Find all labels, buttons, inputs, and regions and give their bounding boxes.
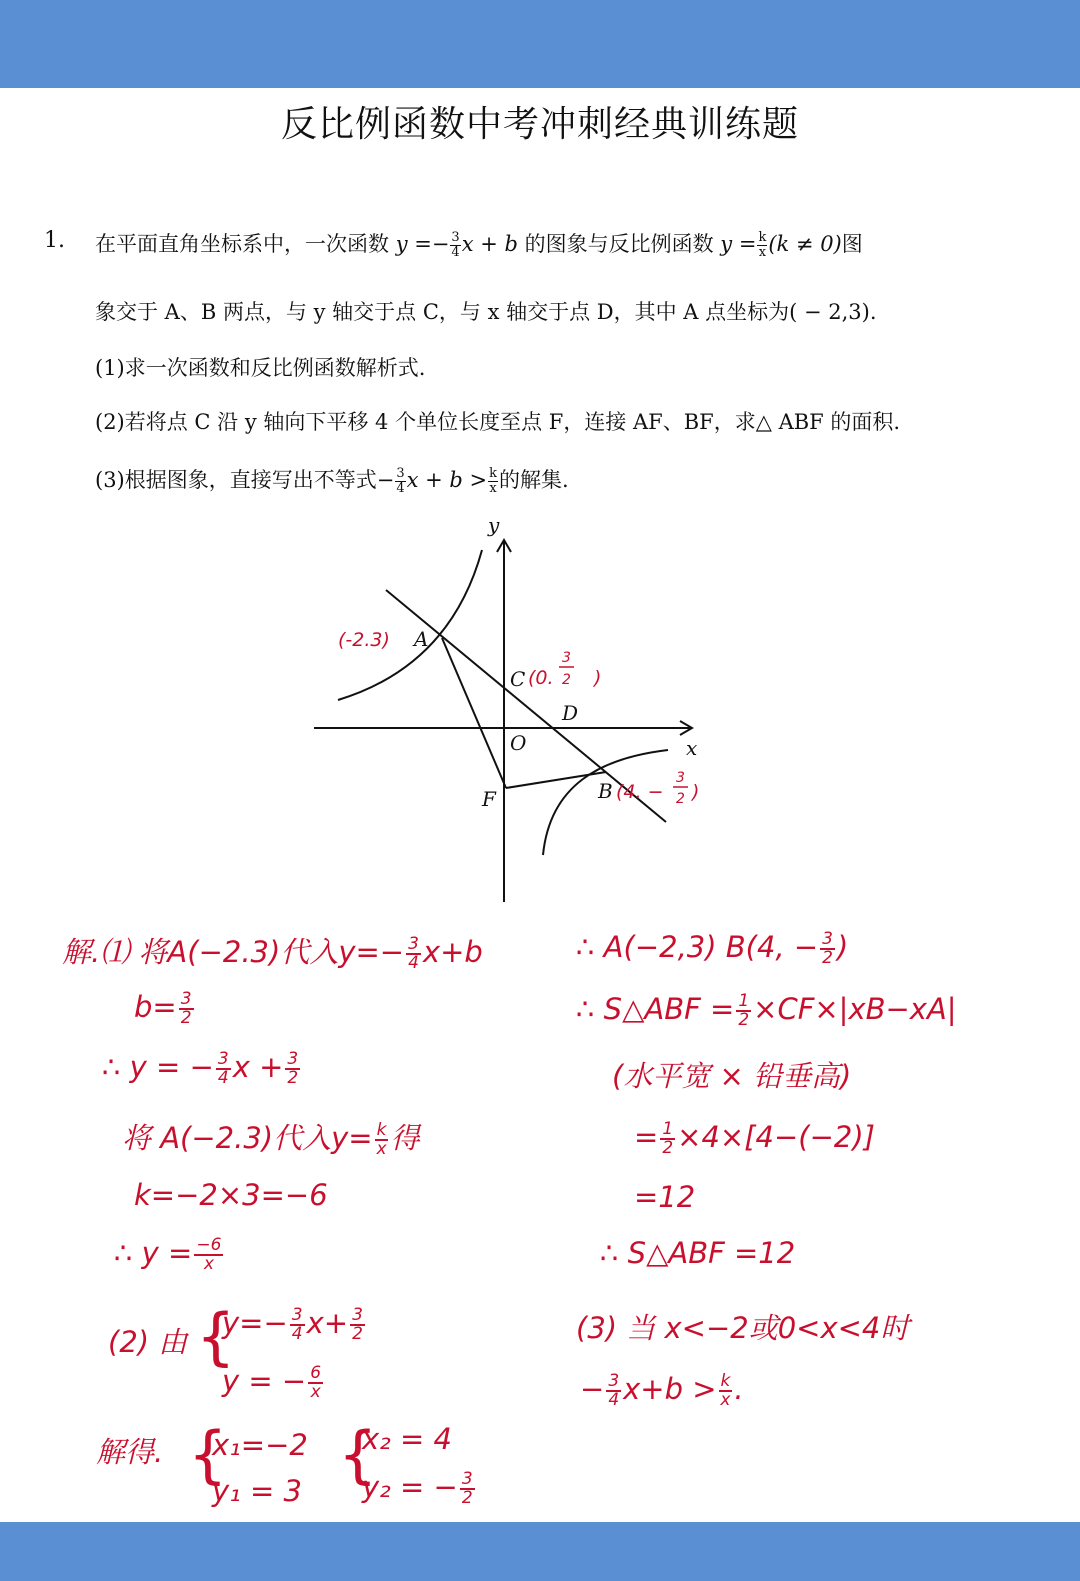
fraction-den: 2: [461, 1488, 473, 1508]
solution-x2: x₂ = 4: [362, 1422, 452, 1456]
fraction-den: 4: [451, 245, 460, 260]
fraction-num: k: [489, 466, 498, 481]
handwritten-fraction: [606, 1373, 621, 1409]
bottom-banner: [0, 1522, 1080, 1581]
area-value: =12: [634, 1180, 696, 1214]
handwritten-fraction: [216, 1051, 231, 1087]
problem-number: 1.: [44, 228, 65, 253]
fraction-den: x: [758, 245, 767, 260]
fraction-num: 3: [180, 989, 192, 1009]
fraction-den: x: [310, 1382, 321, 1402]
point-c-label: C: [510, 667, 526, 691]
top-banner: [0, 0, 1080, 88]
handwritten-fraction: [179, 991, 194, 1027]
fraction-num: 1: [738, 991, 750, 1011]
handwritten-text: 将 A(−2.3)代入y=: [122, 1121, 373, 1155]
origin-label: O: [510, 731, 527, 755]
fraction-num: 3: [291, 1305, 303, 1325]
handwritten-fraction: [285, 1051, 300, 1087]
hyperbola-branch-upper: [338, 550, 482, 700]
fraction-den: 2: [662, 1138, 674, 1158]
point-b-coord-close: ): [692, 781, 700, 803]
solution-y1: y₁ = 3: [212, 1474, 302, 1508]
math-expr: y =: [720, 232, 757, 256]
handwritten-text: ×4×[4−(−2)]: [677, 1120, 875, 1154]
solution-solved-label: 解得.: [96, 1435, 164, 1469]
system-brace: {: [196, 1300, 236, 1373]
system-equation-2: [222, 1364, 325, 1401]
y-axis-label: y: [488, 513, 500, 537]
fraction: [450, 231, 460, 260]
solution-part-2-label: (2) 由: [108, 1325, 188, 1359]
handwritten-text: ∴ y = −: [102, 1050, 214, 1084]
page-title: 反比例函数中考冲刺经典训练题: [280, 104, 799, 145]
fraction-num: k: [758, 230, 767, 245]
fraction-den: 2: [352, 1324, 363, 1344]
handwritten-text: y=−: [222, 1306, 288, 1340]
problem-text: (3)根据图象，直接写出不等式−: [95, 468, 395, 492]
solution-brace-1: {: [188, 1418, 228, 1491]
coordinate-figure: [300, 510, 710, 910]
fraction-den: x: [203, 1254, 214, 1274]
problem-text: 在平面直角坐标系中，一次函数: [95, 232, 396, 256]
point-a-coord: (-2.3): [338, 629, 390, 651]
handwritten-text: ∴ A(−2,3) B(4, −: [576, 930, 819, 964]
fraction-den: 4: [217, 1068, 229, 1088]
area-formula: [576, 992, 957, 1029]
fraction: [757, 231, 767, 260]
point-b-coord-num: 3: [676, 770, 685, 786]
fraction-num: 3: [396, 466, 405, 481]
result-points: [576, 930, 848, 967]
solution-x1: x₁=−2: [212, 1428, 308, 1462]
fraction: [488, 467, 498, 496]
point-b-coord-open: (4. −: [616, 781, 664, 803]
fraction-den: x: [376, 1139, 387, 1159]
system-equation-1: [222, 1306, 367, 1343]
problem-part-1: (1)求一次函数和反比例函数解析式.: [95, 356, 426, 380]
fraction-den: 4: [408, 953, 419, 973]
handwritten-text: x+b >: [623, 1372, 717, 1406]
handwritten-fraction: [820, 931, 835, 967]
handwritten-text: y = −: [222, 1364, 307, 1398]
handwritten-text: x +: [232, 1050, 284, 1084]
part-3-answer: (3) 当 x<−2或0<x<4时: [576, 1311, 910, 1345]
handwritten-text: ): [837, 930, 849, 964]
fraction-den: 4: [291, 1324, 303, 1344]
handwritten-text: b=: [134, 990, 177, 1024]
handwritten-text: ∴ S△ABF =: [576, 992, 735, 1026]
handwritten-fraction: [736, 993, 751, 1029]
handwritten-fraction: [719, 1373, 733, 1409]
fraction-den: x: [489, 481, 497, 496]
fraction-num: 3: [352, 1305, 363, 1325]
handwritten-text: x+b: [422, 935, 483, 969]
math-expr: x + b: [461, 232, 518, 256]
fraction-den: x: [720, 1390, 731, 1410]
handwritten-text: y₂ = −: [362, 1470, 458, 1504]
fraction-num: 1: [662, 1119, 674, 1139]
point-a-label: A: [414, 627, 429, 651]
handwritten-text: ∴ y =: [114, 1236, 193, 1270]
fraction-num: k: [376, 1120, 387, 1140]
fraction-num: 3: [461, 1469, 473, 1489]
handwritten-text: ×CF×|xB−xA|: [753, 992, 957, 1026]
handwritten-text: 解.⑴ 将A(−2.3)代入y=−: [62, 935, 405, 969]
area-formula-note: (水平宽 × 铅垂高): [612, 1059, 852, 1093]
handwritten-fraction: [406, 936, 421, 972]
fraction-num: 3: [408, 934, 419, 954]
fraction-den: 2: [180, 1008, 192, 1028]
point-b-label: B: [598, 779, 613, 803]
handwritten-text: −: [580, 1372, 605, 1406]
fraction: [395, 467, 405, 496]
problem-text: 的图象与反比例函数: [517, 232, 721, 256]
fraction-den: 2: [287, 1068, 299, 1088]
handwritten-fraction: [660, 1121, 675, 1157]
handwritten-text: 得: [390, 1121, 420, 1155]
problem-part-3: [95, 464, 569, 496]
fraction-den: 2: [822, 948, 833, 968]
fraction-den: 4: [396, 481, 405, 496]
fraction-num: 3: [451, 230, 460, 245]
solution-y2: [362, 1470, 477, 1507]
problem-line-2: 象交于 A、B 两点，与 y 轴交于点 C，与 x 轴交于点 D，其中 A 点坐标为( − 2,3).: [95, 300, 877, 324]
point-c-coord-num: 3: [562, 650, 571, 666]
point-c-coord-open: (0.: [528, 667, 554, 689]
handwritten-fraction: [308, 1365, 323, 1401]
handwritten-fraction: [194, 1237, 223, 1273]
fraction-num: 3: [287, 1049, 299, 1069]
handwritten-fraction: [290, 1307, 305, 1343]
fraction-num: 3: [822, 929, 833, 949]
segment-af: [442, 638, 506, 788]
area-conclusion: ∴ S△ABF =12: [600, 1236, 796, 1270]
fraction-num: −6: [196, 1235, 222, 1255]
handwritten-text: =: [634, 1120, 659, 1154]
fraction-num: k: [720, 1371, 731, 1391]
point-b-coord-den: 2: [676, 791, 685, 807]
handwritten-fraction: [350, 1307, 365, 1343]
handwritten-fraction: [375, 1122, 389, 1158]
math-expr: x + b >: [406, 468, 488, 492]
math-expr: y =−: [395, 232, 450, 256]
problem-line-1: [95, 228, 863, 260]
x-axis-label: x: [686, 736, 698, 760]
point-d-label: D: [562, 701, 579, 725]
fraction-num: 6: [310, 1363, 322, 1383]
handwritten-text: x+: [306, 1306, 349, 1340]
solution-step-5: k=−2×3=−6: [134, 1178, 328, 1212]
solution-brace-2: {: [338, 1418, 378, 1491]
solution-step-2: [134, 990, 196, 1027]
solution-step-6: [114, 1236, 225, 1273]
point-f-label: F: [482, 787, 496, 811]
solution-step-1: [62, 930, 483, 972]
point-c-coord-den: 2: [562, 672, 571, 688]
area-substitution: [634, 1120, 875, 1157]
solution-step-4: [122, 1116, 419, 1158]
point-c-coord-close: ): [594, 667, 602, 689]
handwritten-text: .: [734, 1372, 744, 1406]
solution-step-3: [102, 1050, 302, 1087]
fraction-den: 4: [608, 1390, 620, 1410]
part-3-inequality: [580, 1372, 744, 1409]
problem-text: 图: [841, 232, 863, 256]
handwritten-fraction: [460, 1471, 475, 1507]
fraction-num: 3: [608, 1371, 620, 1391]
fraction-num: 3: [217, 1049, 229, 1069]
problem-part-2: (2)若将点 C 沿 y 轴向下平移 4 个单位长度至点 F，连接 AF、BF，求△ ABF 的面积.: [95, 410, 901, 434]
math-expr: (k ≠ 0): [768, 232, 842, 256]
problem-text: 的解集.: [499, 468, 569, 492]
fraction-den: 2: [738, 1010, 750, 1030]
